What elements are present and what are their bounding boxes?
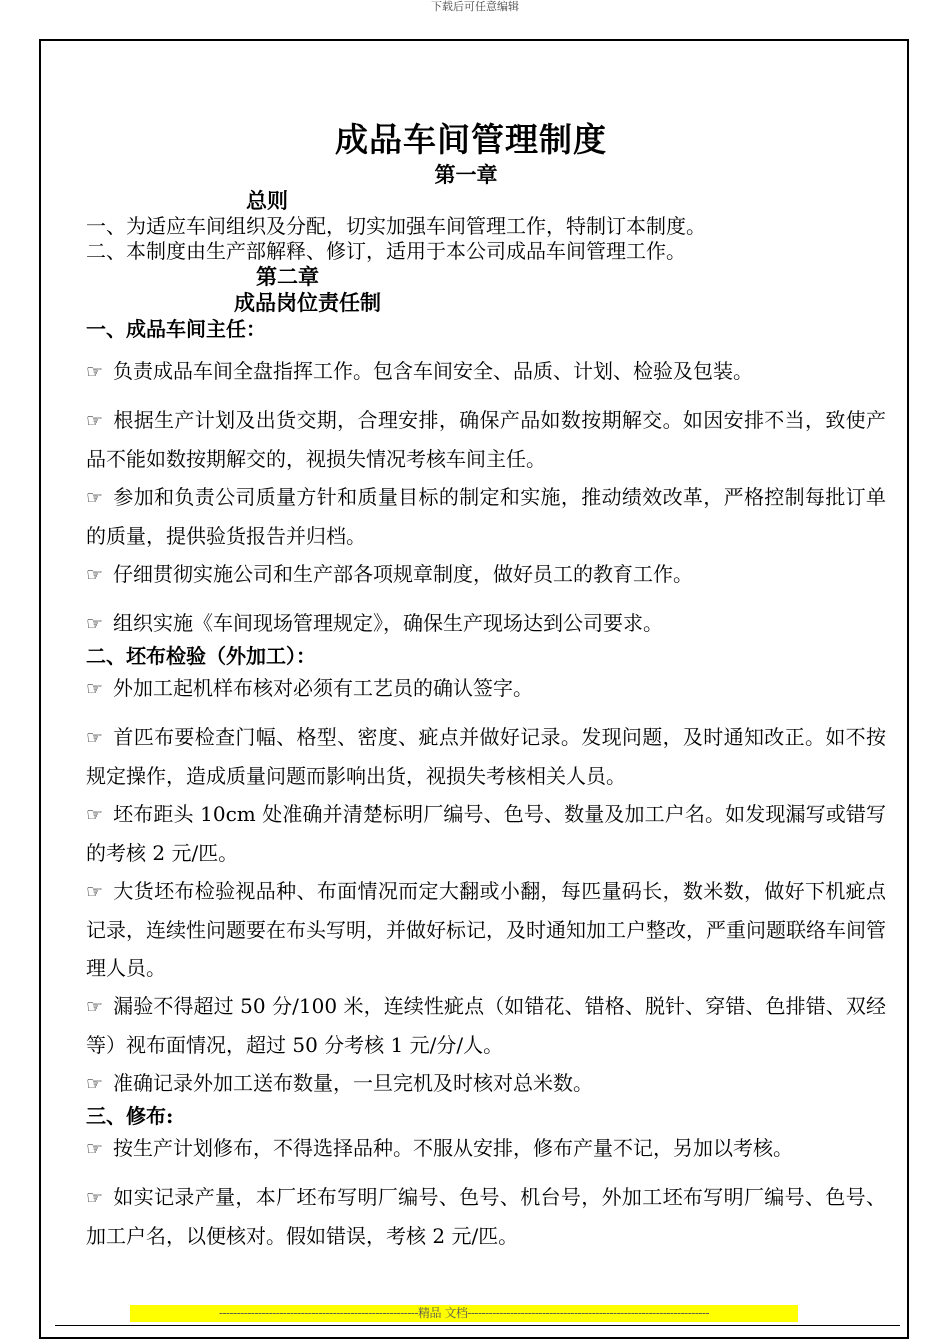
list-item xyxy=(86,795,886,872)
list-item-text: 组织实施《车间现场管理规定》，确保生产现场达到公司要求。 xyxy=(113,611,664,635)
list-item xyxy=(86,872,886,987)
pointing-hand-icon: ☞ xyxy=(86,613,104,635)
pointing-hand-icon: ☞ xyxy=(86,564,104,586)
pointing-hand-icon: ☞ xyxy=(86,678,104,700)
list-item xyxy=(86,352,886,391)
list-item xyxy=(86,1178,886,1255)
list-item-text: 首匹布要检查门幅、格型、密度、疵点并做好记录。发现问题，及时通知改正。如不按规定操作，造成质量问题而影响出货，视损失考核相关人员。 xyxy=(86,725,886,788)
footer-divider xyxy=(55,1325,900,1326)
list-item xyxy=(86,987,886,1064)
list-item xyxy=(86,1129,886,1168)
list-item-text: 漏验不得超过 50 分/100 米，连续性疵点（如错花、错格、脱针、穿错、色排错、双经等）视布面情况，超过 50 分考核 1 元/分/人。 xyxy=(86,994,886,1057)
pointing-hand-icon: ☞ xyxy=(86,1138,104,1160)
pointing-hand-icon: ☞ xyxy=(86,1187,104,1209)
list-item-text: 外加工起机样布核对必须有工艺员的确认签字。 xyxy=(113,676,534,700)
section-heading: 二、坯布检验（外加工）： xyxy=(86,644,316,668)
pointing-hand-icon: ☞ xyxy=(86,727,104,749)
document-title: 成品车间管理制度 xyxy=(335,120,607,159)
list-item-text: 如实记录产量，本厂坯布写明厂编号、色号、机台号，外加工坯布写明厂编号、色号、加工户名，以便核对。假如错误，考核 2 元/匹。 xyxy=(86,1185,886,1248)
list-item-text: 准确记录外加工送布数量，一旦完机及时核对总米数。 xyxy=(113,1071,594,1095)
pointing-hand-icon: ☞ xyxy=(86,361,104,383)
list-item xyxy=(86,555,886,594)
list-item-text: 按生产计划修布，不得选择品种。不服从安排，修布产量不记，另加以考核。 xyxy=(113,1136,794,1160)
list-item xyxy=(86,604,886,643)
list-item-text: 根据生产计划及出货交期，合理安排，确保产品如数按期解交。如因安排不当，致使产品不能如数按期解交的，视损失情况考核车间主任。 xyxy=(86,408,886,471)
list-item-text: 负责成品车间全盘指挥工作。包含车间安全、品质、计划、检验及包装。 xyxy=(113,359,754,383)
pointing-hand-icon: ☞ xyxy=(86,996,104,1018)
list-item xyxy=(86,718,886,795)
list-item xyxy=(86,478,886,555)
pointing-hand-icon: ☞ xyxy=(86,410,104,432)
section-heading: 一、成品车间主任： xyxy=(86,317,266,341)
list-item xyxy=(86,1064,886,1103)
document-body xyxy=(86,118,886,1255)
pointing-hand-icon: ☞ xyxy=(86,487,104,509)
chapter-2-subtitle: 成品岗位责任制 xyxy=(234,290,381,315)
list-item-text: 仔细贯彻实施公司和生产部各项规章制度，做好员工的教育工作。 xyxy=(113,562,694,586)
general-clause-1: 一、为适应车间组织及分配，切实加强车间管理工作，特制订本制度。 xyxy=(86,214,706,238)
footer-note: --------------------------------------------------------精品 文档-------------------------------------------------------------------- xyxy=(130,1305,798,1322)
chapter-1-label: 第一章 xyxy=(434,162,498,187)
list-item xyxy=(86,669,886,708)
general-clause-2: 二、本制度由生产部解释、修订，适用于本公司成品车间管理工作。 xyxy=(86,239,686,263)
list-item-text: 坯布距头 10cm 处准确并清楚标明厂编号、色号、数量及加工户名。如发现漏写或错写的考核 2 元/匹。 xyxy=(86,802,886,865)
section-heading: 三、修布: xyxy=(86,1104,174,1128)
list-item-text: 大货坯布检验视品种、布面情况而定大翻或小翻，每匹量码长，数米数，做好下机疵点记录，连续性问题要在布头写明，并做好标记，及时通知加工户整改，严重问题联络车间管理人员。 xyxy=(86,879,886,980)
page-header-note: 下载后可任意编辑 xyxy=(431,0,519,13)
chapter-1-subtitle: 总则 xyxy=(246,188,288,213)
pointing-hand-icon: ☞ xyxy=(86,804,104,826)
pointing-hand-icon: ☞ xyxy=(86,1073,104,1095)
pointing-hand-icon: ☞ xyxy=(86,881,104,903)
chapter-2-label: 第二章 xyxy=(256,264,319,289)
list-item-text: 参加和负责公司质量方针和质量目标的制定和实施，推动绩效改革，严格控制每批订单的质量，提供验货报告并归档。 xyxy=(86,485,886,548)
list-item xyxy=(86,401,886,478)
